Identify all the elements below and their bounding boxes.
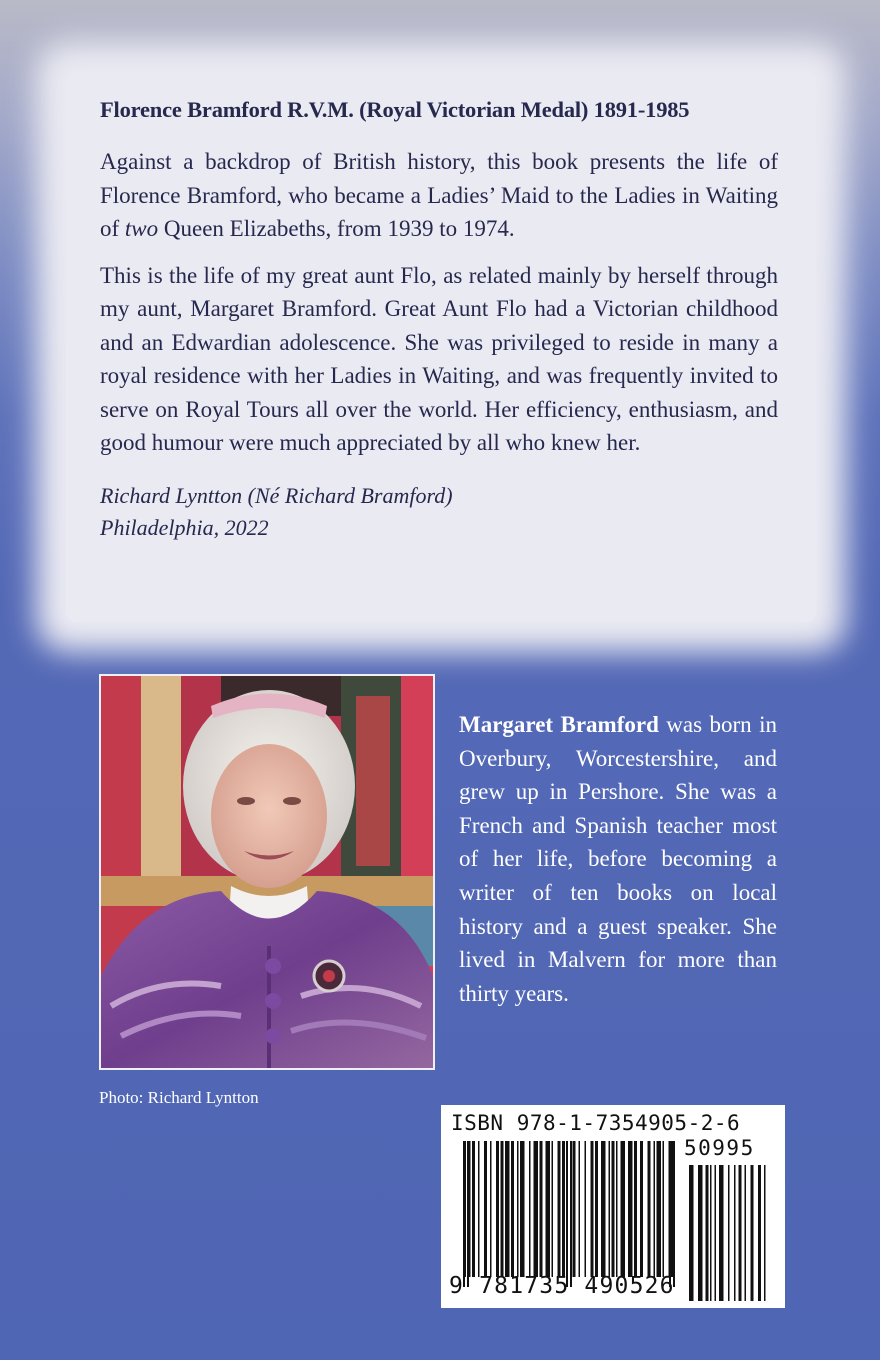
barcode-bar	[628, 1141, 633, 1277]
barcode-bar	[663, 1141, 665, 1277]
barcode-bar	[472, 1141, 475, 1277]
signature-place-date: Philadelphia, 2022	[100, 514, 269, 540]
author-name: Margaret Bramford	[459, 712, 659, 737]
barcode-ean-number: 9 781735 490526	[449, 1273, 675, 1299]
barcode-bar	[546, 1141, 551, 1277]
barcode-bar	[654, 1141, 656, 1277]
barcode-bar	[609, 1141, 611, 1277]
barcode-bar	[585, 1141, 587, 1277]
barcode-bar	[484, 1141, 487, 1277]
barcode-guard-bar	[467, 1141, 469, 1287]
barcode-guard-bar	[566, 1141, 568, 1287]
para1-italic-word: two	[124, 216, 159, 241]
barcode-bar	[540, 1141, 543, 1277]
isbn-label: ISBN 978-1-7354905-2-6	[451, 1111, 741, 1135]
barcode-bar	[634, 1141, 637, 1277]
barcode-bar	[591, 1141, 594, 1277]
barcode-bar	[579, 1141, 581, 1277]
barcode-guard-bar	[669, 1141, 671, 1287]
barcode-bar	[715, 1165, 717, 1301]
barcode-bar	[529, 1141, 531, 1277]
barcode-bar	[612, 1141, 615, 1277]
barcode-guard-bar	[463, 1141, 465, 1287]
barcode-bar	[640, 1141, 643, 1277]
barcode-bar	[520, 1141, 525, 1277]
barcode-bar	[469, 1141, 471, 1277]
barcode-bar	[478, 1141, 480, 1277]
para1-text-start: Against a backdrop of British history, this book presents the life of Florence Bramford, who became a Ladies’ Maid to the Ladies in Waiting of	[100, 149, 778, 241]
book-heading: Florence Bramford R.V.M. (Royal Victorian Medal) 1891-1985	[100, 97, 690, 122]
barcode-guard-bar	[570, 1141, 572, 1287]
barcode-bar	[758, 1165, 761, 1301]
signature	[100, 480, 778, 544]
blurb-text	[100, 94, 778, 544]
author-bio-text: was born in Overbury, Worcestershire, and grew up in Pershore. She was a French and Spanish teacher most of her life, before becoming a writer of ten books on local history and a guest speaker. She lived in Malvern for more than thirty years.	[459, 712, 777, 1006]
barcode-bar	[505, 1141, 510, 1277]
signature-name: Richard Lyntton (Né Richard Bramford)	[100, 482, 453, 508]
barcode-guard-bar	[673, 1141, 675, 1287]
barcode-bar	[595, 1141, 598, 1277]
isbn-barcode	[441, 1105, 785, 1308]
barcode-bar	[734, 1165, 736, 1301]
barcode-bar	[648, 1141, 651, 1277]
barcode-bar	[511, 1141, 514, 1277]
barcode-bar	[552, 1141, 554, 1277]
barcode-bar	[719, 1165, 724, 1301]
barcode-bar	[621, 1141, 626, 1277]
barcode-bar	[501, 1141, 504, 1277]
barcode-bar	[706, 1165, 709, 1301]
blurb-paragraph-2: This is the life of my great aunt Flo, as related mainly by herself through my aunt, Margaret Bramford. Great Aunt Flo had a Victorian childhood and an Edwardian adolescence. She was privileged to reside in many a royal residence with her Ladies in Waiting, and was frequently invited to serve on Royal Tours all over the world. Her efficiency, enthusiasm, and good humour were much appreciated by all who knew her.	[100, 262, 778, 455]
barcode-bar	[739, 1165, 742, 1301]
barcode-bar	[698, 1165, 703, 1301]
barcode-bar	[573, 1141, 576, 1277]
barcode-bar	[496, 1141, 499, 1277]
barcode-bar	[745, 1165, 747, 1301]
barcode-bar	[562, 1141, 565, 1277]
barcode-bar	[517, 1141, 519, 1277]
barcode-bar	[657, 1141, 662, 1277]
barcode-bar	[751, 1165, 754, 1301]
barcode-addon-number: 50995	[684, 1136, 755, 1160]
barcode-bar	[601, 1141, 606, 1277]
author-portrait-illustration	[101, 676, 433, 1068]
barcode-bar	[558, 1141, 561, 1277]
author-photo	[99, 674, 435, 1070]
barcode-bar	[616, 1141, 618, 1277]
author-bio	[459, 708, 777, 1010]
barcode-bar	[689, 1165, 694, 1301]
barcode-bar	[710, 1165, 712, 1301]
photo-credit: Photo: Richard Lyntton	[99, 1088, 259, 1107]
barcode-bar	[534, 1141, 539, 1277]
para1-text-end: Queen Elizabeths, from 1939 to 1974.	[158, 216, 515, 241]
barcode-bar	[728, 1165, 730, 1301]
blurb-paragraph-1	[100, 145, 778, 246]
barcode-bar	[764, 1165, 766, 1301]
barcode-bar	[490, 1141, 492, 1277]
